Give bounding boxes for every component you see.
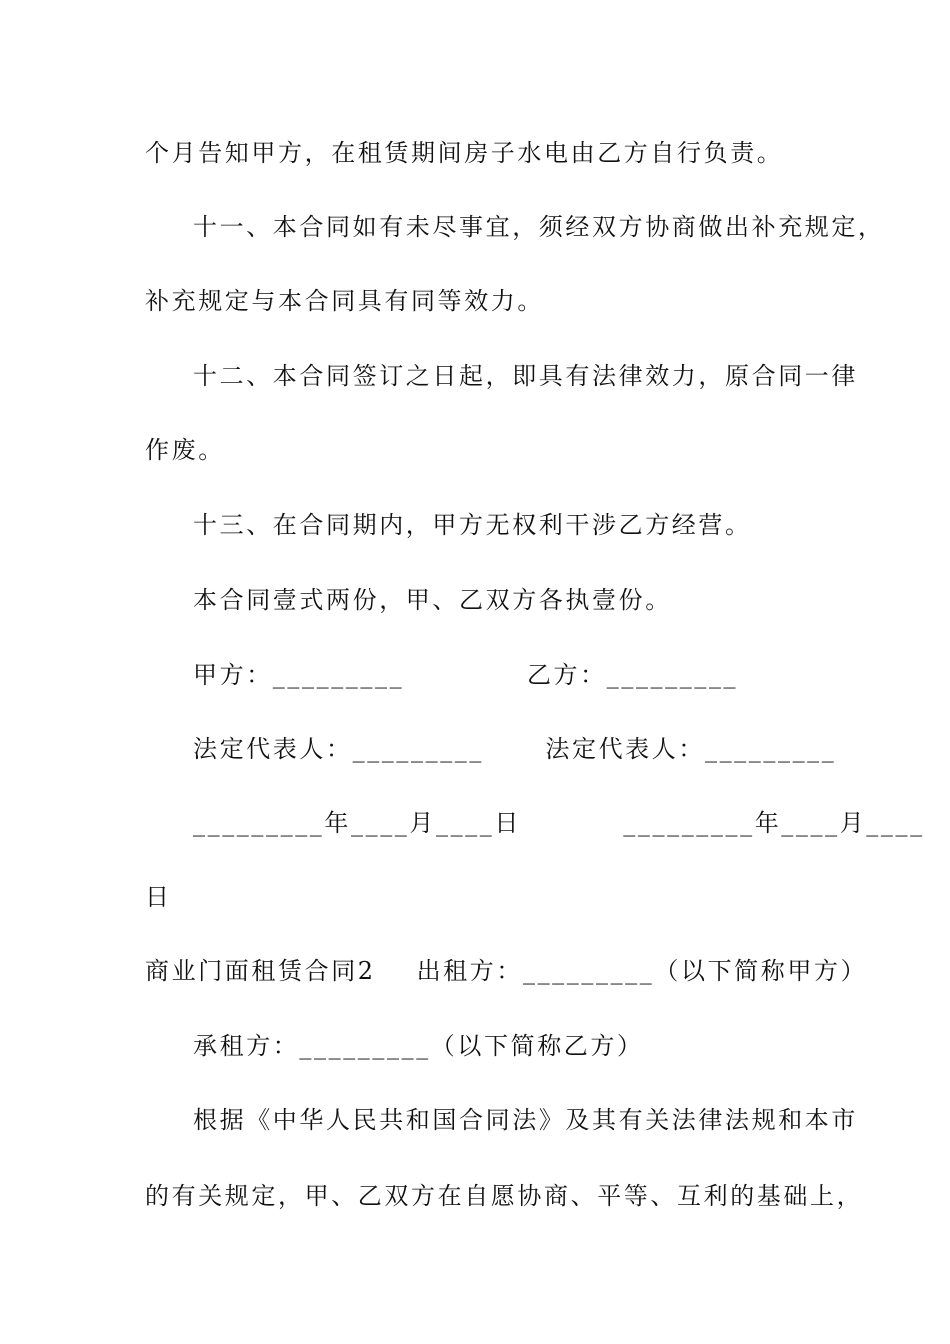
paragraph-line: 个月告知甲方，在租赁期间房子水电由乙方自行负责。 — [145, 139, 784, 167]
clause-11-line: 十一、本合同如有未尽事宜，须经双方协商做出补充规定， — [193, 213, 885, 241]
paragraph-line: 补充规定与本合同具有同等效力。 — [145, 287, 544, 315]
date-line-continuation: 日 — [145, 883, 172, 911]
contract-2-heading-line: 商业门面租赁合同2 出租方：_________（以下简称甲方） — [145, 957, 868, 985]
paragraph-line: 的有关规定，甲、乙双方在自愿协商、平等、互利的基础上， — [145, 1182, 864, 1210]
paragraph-line: 作废。 — [145, 436, 225, 464]
paragraph-line: 根据《中华人民共和国合同法》及其有关法律法规和本市 — [193, 1106, 858, 1134]
clause-12-line: 十二、本合同签订之日起，即具有法律效力，原合同一律 — [193, 362, 858, 390]
lessee-line: 承租方：_________（以下简称乙方） — [193, 1032, 644, 1060]
copies-line: 本合同壹式两份，甲、乙双方各执壹份。 — [193, 586, 672, 614]
legal-representative-line: 法定代表人：_________ 法定代表人：_________ — [193, 735, 837, 763]
date-line: _________年____月____日 _________年____月____ — [193, 809, 925, 837]
party-signature-line: 甲方：_________ 乙方：_________ — [193, 661, 739, 689]
clause-13-line: 十三、在合同期内，甲方无权利干涉乙方经营。 — [193, 511, 752, 539]
